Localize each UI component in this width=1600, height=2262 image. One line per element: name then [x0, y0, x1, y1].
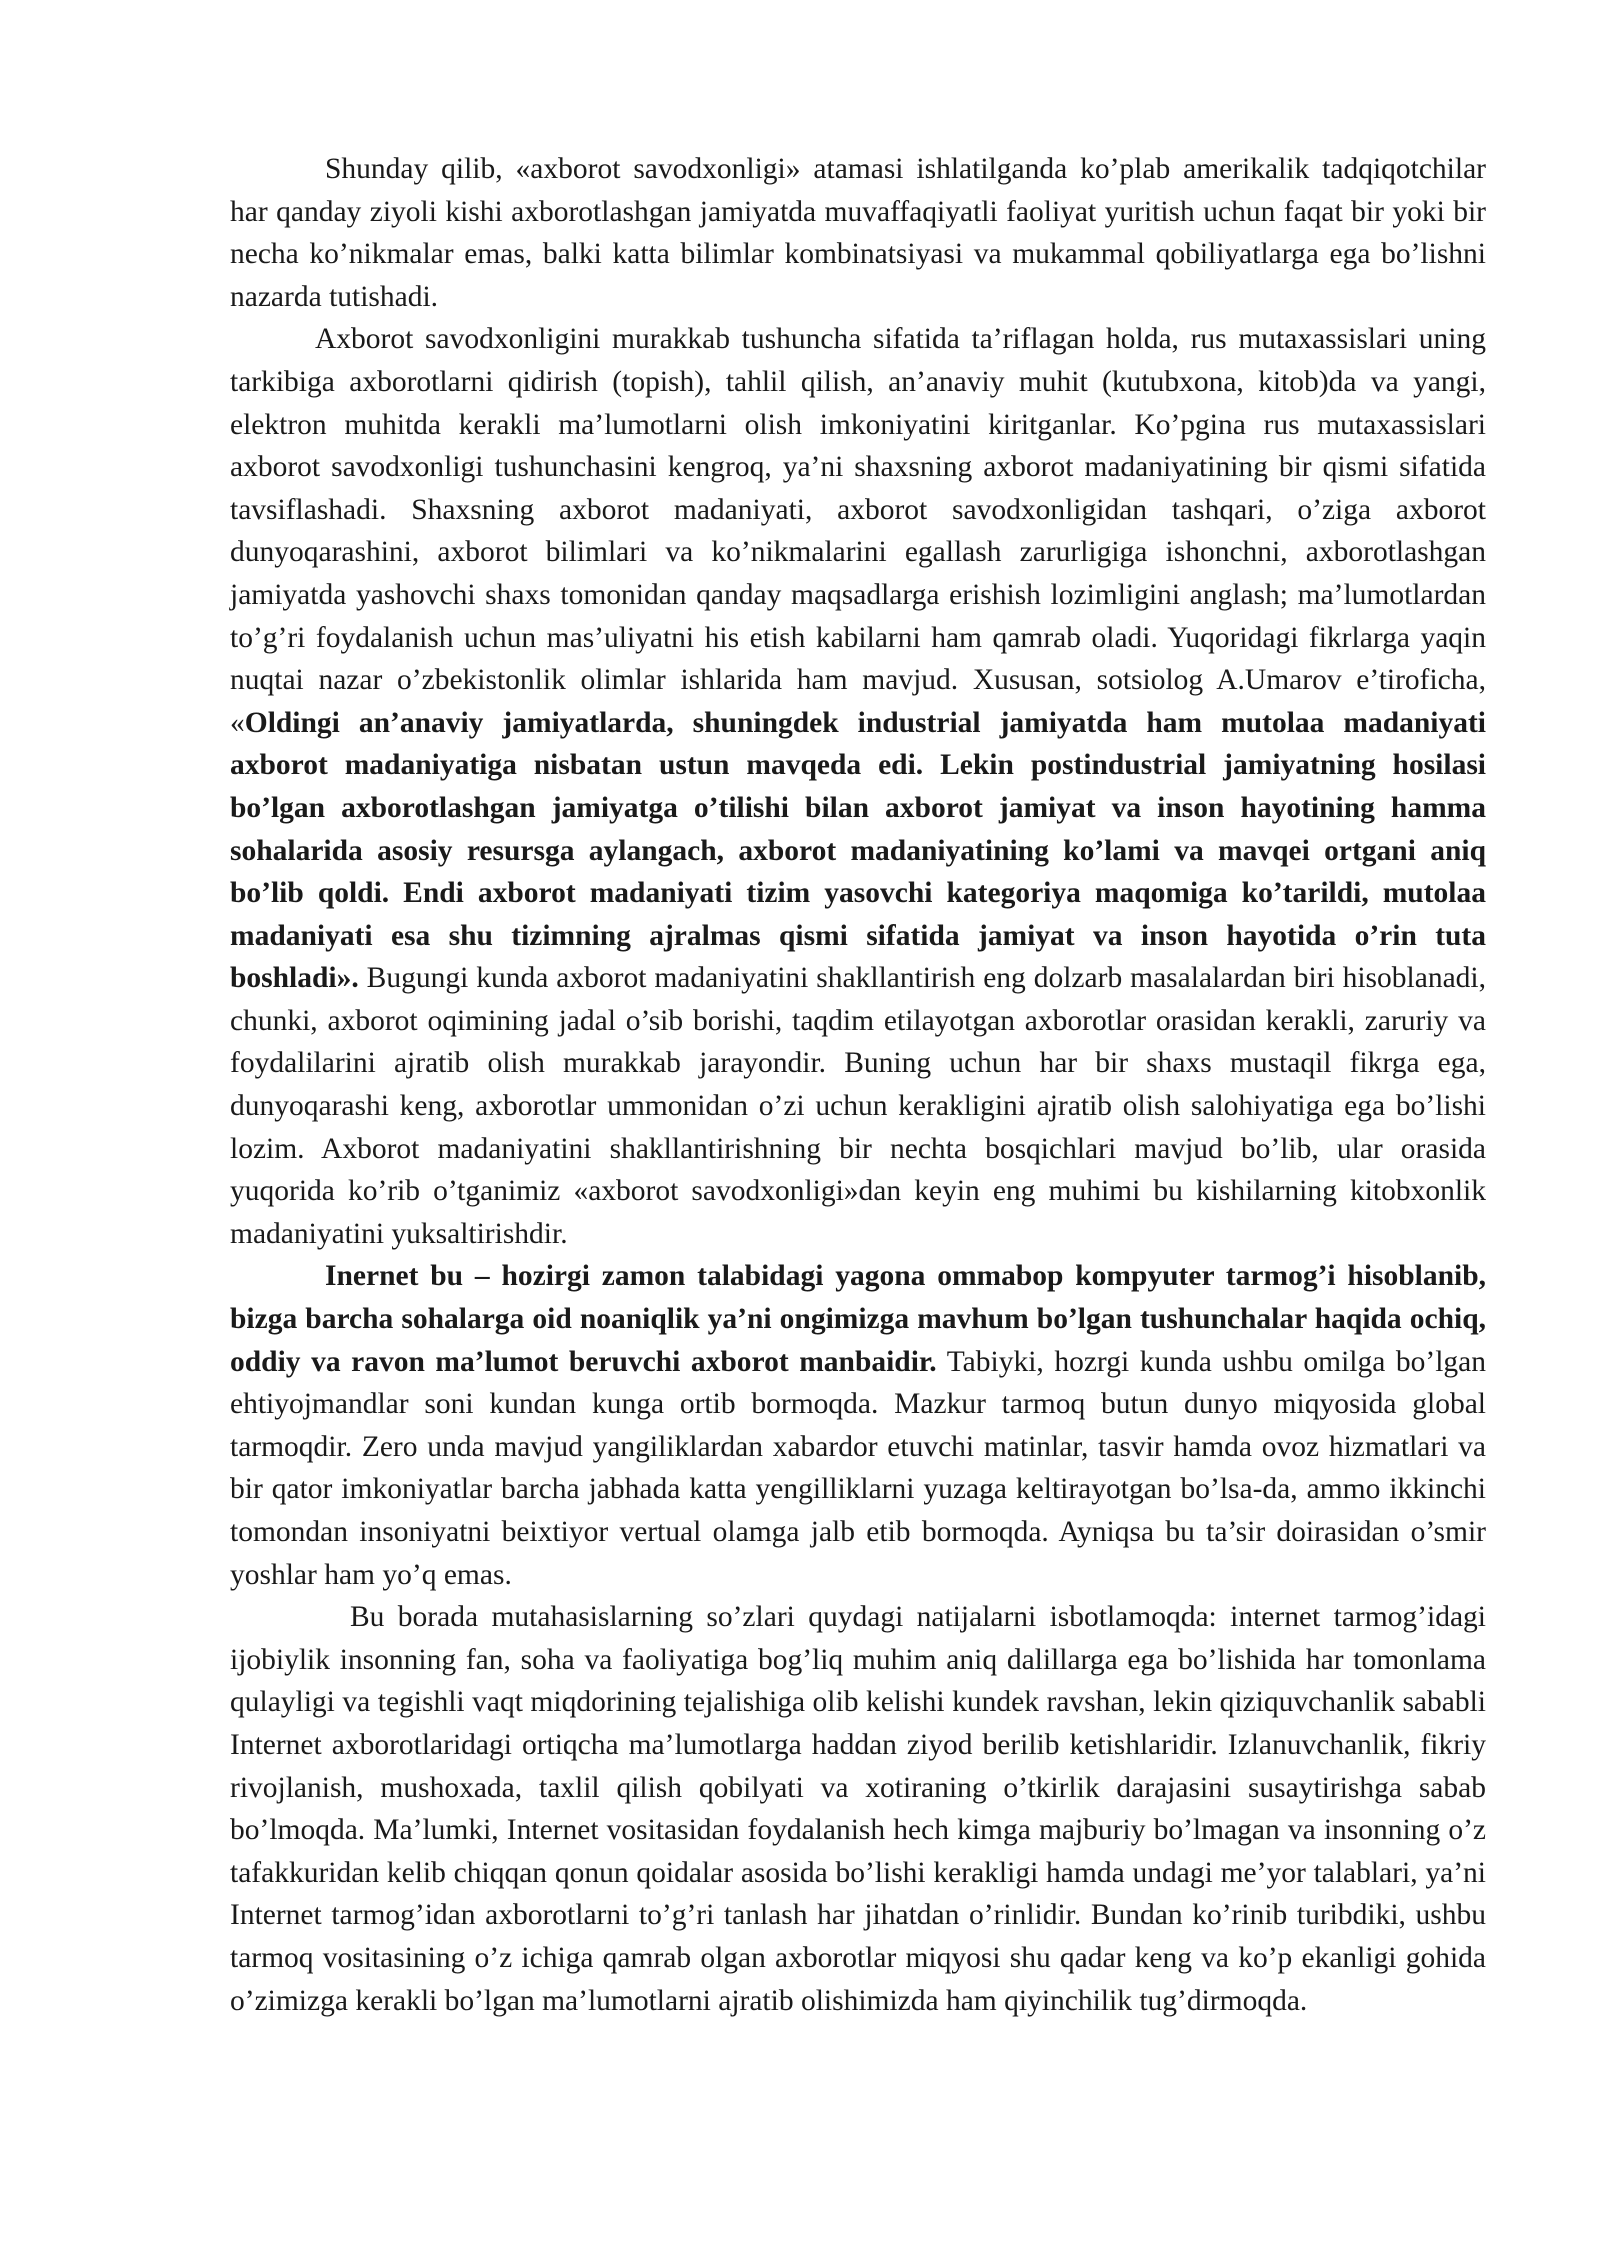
bold-quote-span: Oldingi an’anaviy jamiyatlarda, shuningdek industrial jamiyatda ham mutolaa madaniyati axborot madaniyatiga nisbatan ustun mavqeda edi. Lekin postindustrial jamiyatning hosilasi bo’lgan axborotlashgan jamiyatga o’tilishi bilan axborot jamiyat va inson hayotining hamma sohalarida asosiy resursga aylangach, axborot madaniyatining ko’lami va mavqei ortgani aniq bo’lib qoldi. Endi axborot madaniyati tizim yasovchi kategoriya maqomiga ko’tarildi, mutolaa madaniyati esa shu tizimning ajralmas qismi sifatida jamiyat va inson hayotida o’rin tuta boshladi». [230, 706, 1486, 995]
text-span: Shunday qilib, «axborot savodxonligi» atamasi ishlatilganda ko’plab amerikalik tadqiqotchilar har qanday ziyoli kishi axborotlashgan jamiyatda muvaffaqiyatli faoliyat yuritish uchun faqat bir yoki bir necha ko’nikmalar emas, balki katta bilimlar kombinatsiyasi va mukammal qobiliyatlarga ega bo’lishni nazarda tutishadi. [230, 153, 1486, 313]
paragraph-internet-definition [230, 1255, 1486, 1596]
text-span: Tabiyki, hozrgi kunda ushbu omilga bo’lgan ehtiyojmandlar soni kundan kunga ortib bormoqda. Mazkur tarmoq butun dunyo miqyosida global tarmoqdir. Zero unda mavjud yangiliklardan xabardor etuvchi matinlar, tasvir hamda ovoz hizmatlari va bir qator imkoniyatlar barcha jabhada katta yengilliklarni yuzaga keltirayotgan bo’lsa-da, ammo ikkinchi tomondan insoniyatni beixtiyor vertual olamga jalb etib bormoqda. Ayniqsa bu ta’sir doirasidan o’smir yoshlar ham yo’q emas. [230, 1345, 1486, 1591]
bold-definition-span: Inernet bu – hozirgi zamon talabidagi yagona ommabop kompyuter tarmog’i hisoblanib, bizga barcha sohalarga oid noaniqlik ya’ni ongimizga mavhum bo’lgan tushunchalar haqida ochiq, oddiy va ravon ma’lumot beruvchi axborot manbaidir. [230, 1260, 1486, 1378]
document-page [230, 148, 1486, 2022]
paragraph-axborot-savodxonligi-intro [230, 148, 1486, 318]
paragraph-axborot-madaniyati [230, 318, 1486, 1255]
text-span: Axborot savodxonligini murakkab tushuncha sifatida ta’riflagan holda, rus mutaxassislari uning tarkibiga axborotlarni qidirish (topish), tahlil qilish, an’anaviy muhit (kutubxona, kitob)da va yangi, elektron muhitda kerakli ma’lumotlarni olish imkoniyatini kiritganlar. Ko’pgina rus mutaxassislari axborot savodxonligi tushunchasini kengroq, ya’ni shaxsning axborot madaniyatining bir qismi sifatida tavsiflashadi. Shaxsning axborot madaniyati, axborot savodxonligidan tashqari, o’ziga axborot dunyoqarashini, axborot bilimlari va ko’nikmalarini egallash zarurligiga ishonchni, axborotlashgan jamiyatda yashovchi shaxs tomonidan qanday maqsadlarga erishish lozimligini anglash; ma’lumotlardan to’g’ri foydalanish uchun mas’uliyatni his etish kabilarni ham qamrab oladi. Yuqoridagi fikrlarga yaqin nuqtai nazar o’zbekistonlik olimlar ishlarida ham mavjud. Xususan, sotsiolog A.Umarov e’tiroficha, « [230, 323, 1486, 739]
paragraph-mutahasislar [230, 1596, 1486, 2022]
text-span: Bugungi kunda axborot madaniyatini shakllantirish eng dolzarb masalalardan biri hisoblanadi, chunki, axborot oqimining jadal o’sib borishi, taqdim etilayotgan axborotlar orasidan kerakli, zaruriy va foydalilarini ajratib olish murakkab jarayondir. Buning uchun har bir shaxs mustaqil fikrga ega, dunyoqarashi keng, axborotlar ummonidan o’zi uchun kerakligini ajratib olish salohiyatiga ega bo’lishi lozim. Axborot madaniyatini shakllantirishning bir nechta bosqichlari mavjud bo’lib, ular orasida yuqorida ko’rib o’tganimiz «axborot savodxonligi»dan keyin eng muhimi bu kishilarning kitobxonlik madaniyatini yuksaltirishdir. [230, 962, 1486, 1250]
text-span: Bu borada mutahasislarning so’zlari quydagi natijalarni isbotlamoqda: internet tarmog’idagi ijobiylik insonning fan, soha va faoliyatiga bog’liq muhim aniq dalillarga ega bo’lishida har tomonlama qulayligi va tegishli vaqt miqdorining tejalishiga olib kelishi kundek ravshan, lekin qiziquvchanlik sababli Internet axborotlaridagi ortiqcha ma’lumotlarga haddan ziyod berilib ketishlaridir. Izlanuvchanlik, fikriy rivojlanish, mushoxada, taxlil qilish qobilyati va xotiraning o’tkirlik darajasini susaytirishga sabab bo’lmoqda. Ma’lumki, Internet vositasidan foydalanish hech kimga majburiy bo’lmagan va insonning o’z tafakkuridan kelib chiqqan qonun qoidalar asosida bo’lishi kerakligi hamda undagi me’yor talablari, ya’ni Internet tarmog’idan axborotlarni to’g’ri tanlash har jihatdan o’rinlidir. Bundan ko’rinib turibdiki, ushbu tarmoq vositasining o’z ichiga qamrab olgan axborotlar miqyosi shu qadar keng va ko’p ekanligi gohida o’zimizga kerakli bo’lgan ma’lumotlarni ajratib olishimizda ham qiyinchilik tug’dirmoqda. [230, 1601, 1486, 2017]
